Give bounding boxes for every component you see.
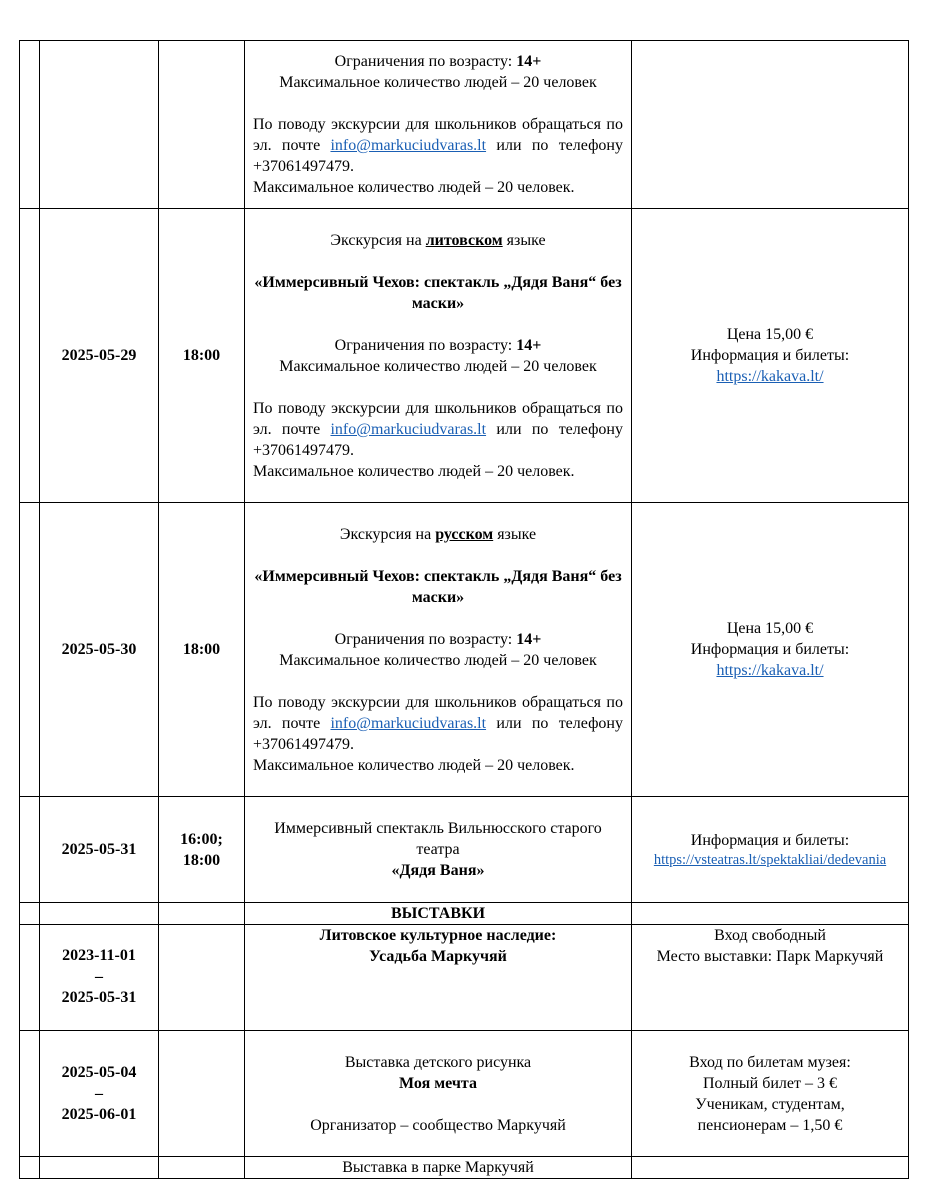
- table-row: [20, 797, 909, 903]
- table-row: [20, 503, 909, 797]
- exhibition-info: Вход по билетам музея: Полный билет – 3 € Ученикам, студентам, пенсионерам – 1,50 €: [632, 1031, 909, 1157]
- table-row: [20, 1157, 909, 1179]
- event-title: «Иммерсивный Чехов: спектакль „Дядя Ваня“ без маски»: [254, 273, 622, 312]
- table-row: [20, 209, 909, 503]
- section-row: [20, 903, 909, 925]
- event-date: 2025-05-30: [40, 503, 159, 797]
- event-title: Моя мечта: [399, 1074, 477, 1092]
- exhibition-info: Вход свободный Место выставки: Парк Маркучяй: [632, 925, 909, 1031]
- table-row: [20, 925, 909, 1031]
- event-time: 18:00: [159, 209, 245, 503]
- email-link[interactable]: info@markuciudvaras.lt: [330, 420, 487, 438]
- tickets-link[interactable]: https://kakava.lt/: [716, 368, 824, 385]
- event-time: 18:00: [159, 503, 245, 797]
- email-link[interactable]: info@markuciudvaras.lt: [330, 714, 487, 732]
- event-time: 16:00; 18:00: [159, 797, 245, 903]
- event-description: Ограничения по возрасту: 14+ Максимальное количество людей – 20 человек По поводу экскурсии для школьников обращаться по эл. почте info@markuciudvaras.lt или по телефону +37061497479. Максимальное количество людей – 20 человек.: [245, 41, 632, 209]
- tickets-link[interactable]: https://kakava.lt/: [716, 662, 824, 679]
- event-title: «Иммерсивный Чехов: спектакль „Дядя Ваня“ без маски»: [254, 567, 622, 606]
- event-date: 2025-05-04 – 2025-06-01: [40, 1031, 159, 1157]
- event-description: [245, 925, 632, 1031]
- ticket-info: Информация и билеты: https://vsteatras.lt/spektakliai/dedevania: [632, 797, 909, 903]
- schedule-table: [19, 40, 909, 1179]
- event-date: 2025-05-29: [40, 209, 159, 503]
- event-description: Экскурсия на русском языке «Иммерсивный Чехов: спектакль „Дядя Ваня“ без маски» Ограничения по возрасту: 14+ Максимальное количество людей – 20 человек По поводу экскурсии для школьников обращаться по эл. почте info@markuciudvaras.lt или по телефону +37061497479. Максимальное количество людей – 20 человек.: [245, 503, 632, 797]
- event-title: Литовское культурное наследие: Усадьба Маркучяй: [319, 927, 557, 965]
- event-description: Выставка в парке Маркучяй: [245, 1157, 632, 1179]
- table-row: [20, 1031, 909, 1157]
- table-row: [20, 41, 909, 209]
- ticket-info: Цена 15,00 € Информация и билеты: https://kakava.lt/: [632, 209, 909, 503]
- event-description: Экскурсия на литовском языке «Иммерсивный Чехов: спектакль „Дядя Ваня“ без маски» Ограничения по возрасту: 14+ Максимальное количество людей – 20 человек По поводу экскурсии для школьников обращаться по эл. почте info@markuciudvaras.lt или по телефону +37061497479. Максимальное количество людей – 20 человек.: [245, 209, 632, 503]
- event-description: Иммерсивный спектакль Вильнюсского старого театра «Дядя Ваня»: [245, 797, 632, 903]
- event-date: 2023-11-01 – 2025-05-31: [40, 925, 159, 1031]
- email-link[interactable]: info@markuciudvaras.lt: [330, 137, 487, 154]
- event-description: Выставка детского рисунка Моя мечта Организатор – сообщество Маркучяй: [245, 1031, 632, 1157]
- ticket-info: Цена 15,00 € Информация и билеты: https://kakava.lt/: [632, 503, 909, 797]
- tickets-link[interactable]: https://vsteatras.lt/spektakliai/dedevania: [653, 851, 887, 868]
- section-title: ВЫСТАВКИ: [245, 903, 632, 925]
- event-title: «Дядя Ваня»: [391, 862, 485, 879]
- event-date: 2025-05-31: [40, 797, 159, 903]
